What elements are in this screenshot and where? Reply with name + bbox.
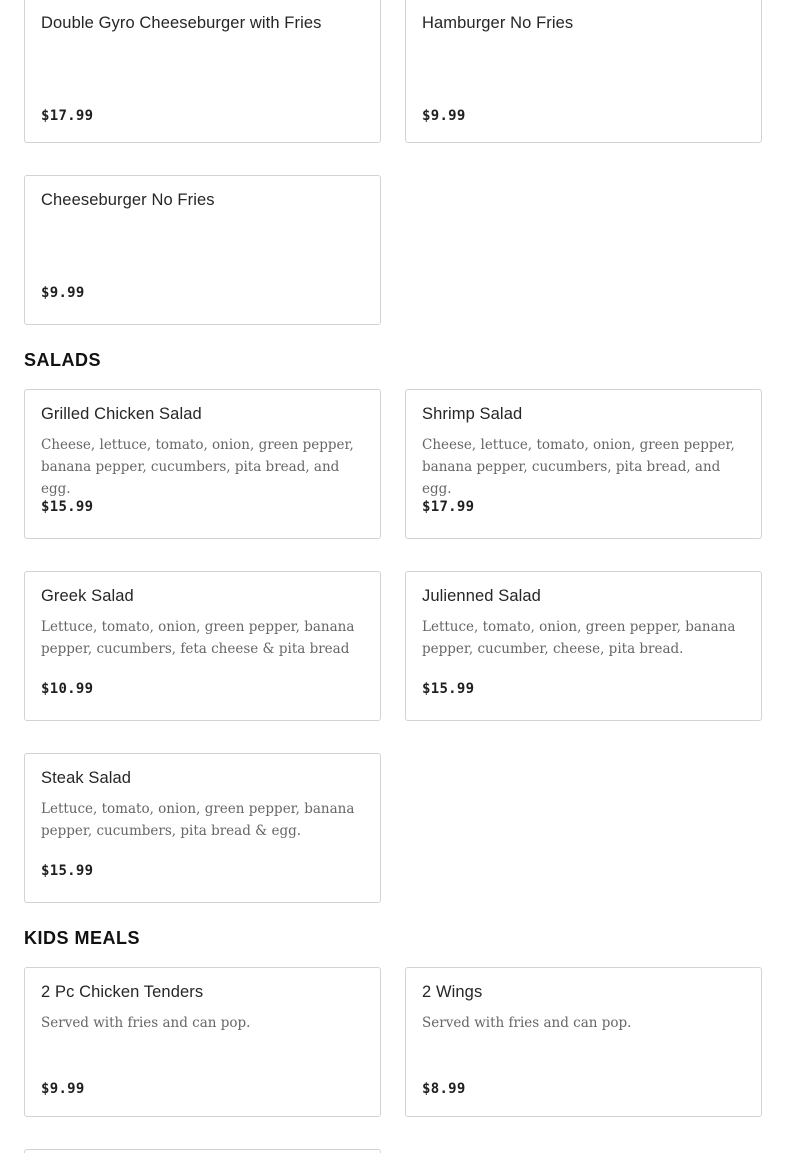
menu-item-name: Cheeseburger No Fries — [41, 191, 215, 209]
menu-item-price: $9.99 — [422, 108, 466, 124]
menu-item-card[interactable] — [405, 0, 762, 143]
section-heading-salads: SALADS — [24, 350, 102, 370]
menu-item-price: $15.99 — [422, 681, 475, 697]
menu-item-card[interactable] — [24, 967, 381, 1117]
menu-item-card[interactable] — [24, 753, 381, 903]
menu-item-card[interactable] — [24, 389, 381, 539]
menu-item-description: Cheese, lettuce, tomato, onion, green pepper, banana pepper, cucumbers, pita bread, and egg. — [41, 437, 354, 497]
menu-item-card[interactable] — [405, 389, 762, 539]
menu-item-card[interactable] — [405, 571, 762, 721]
menu-item-name: Double Gyro Cheeseburger with Fries — [41, 14, 322, 32]
menu-item-name: Shrimp Salad — [422, 405, 523, 423]
menu-item-price: $15.99 — [41, 499, 94, 515]
menu-item-description: Lettuce, tomato, onion, green pepper, banana pepper, cucumbers, feta cheese & pita bread — [41, 619, 355, 657]
menu-item-description: Lettuce, tomato, onion, green pepper, banana pepper, cucumbers, pita bread & egg. — [41, 801, 355, 839]
menu-item-name: Greek Salad — [41, 587, 134, 605]
section-heading-kids-meals: KIDS MEALS — [24, 928, 141, 948]
menu-item-price: $8.99 — [422, 1081, 466, 1097]
menu-item-price: $9.99 — [41, 1081, 85, 1097]
menu-item-price: $15.99 — [41, 863, 94, 879]
menu-item-name: 2 Wings — [422, 983, 483, 1001]
menu-item-description: Served with fries and can pop. — [422, 1015, 632, 1031]
menu-item-name: Steak Salad — [41, 769, 132, 787]
menu-item-description: Served with fries and can pop. — [41, 1015, 251, 1031]
menu-item-name: 2 Pc Chicken Tenders — [41, 983, 204, 1001]
menu-item-card[interactable] — [405, 967, 762, 1117]
menu-item-price: $10.99 — [41, 681, 94, 697]
menu-item-name: Hamburger No Fries — [422, 14, 574, 32]
menu-item-price: $17.99 — [41, 108, 94, 124]
menu-item-price: $9.99 — [41, 285, 85, 301]
menu-item-name: Julienned Salad — [422, 587, 541, 605]
menu-item-card[interactable] — [24, 1149, 381, 1153]
menu-item-price: $17.99 — [422, 499, 475, 515]
menu-item-description: Lettuce, tomato, onion, green pepper, banana pepper, cucumber, cheese, pita bread. — [422, 619, 736, 657]
menu-item-card[interactable] — [24, 0, 381, 143]
menu-item-card[interactable] — [24, 175, 381, 325]
menu-item-description: Cheese, lettuce, tomato, onion, green pepper, banana pepper, cucumbers, pita bread, and egg. — [422, 437, 735, 497]
menu-item-name: Grilled Chicken Salad — [41, 405, 202, 423]
menu-item-card[interactable] — [24, 571, 381, 721]
